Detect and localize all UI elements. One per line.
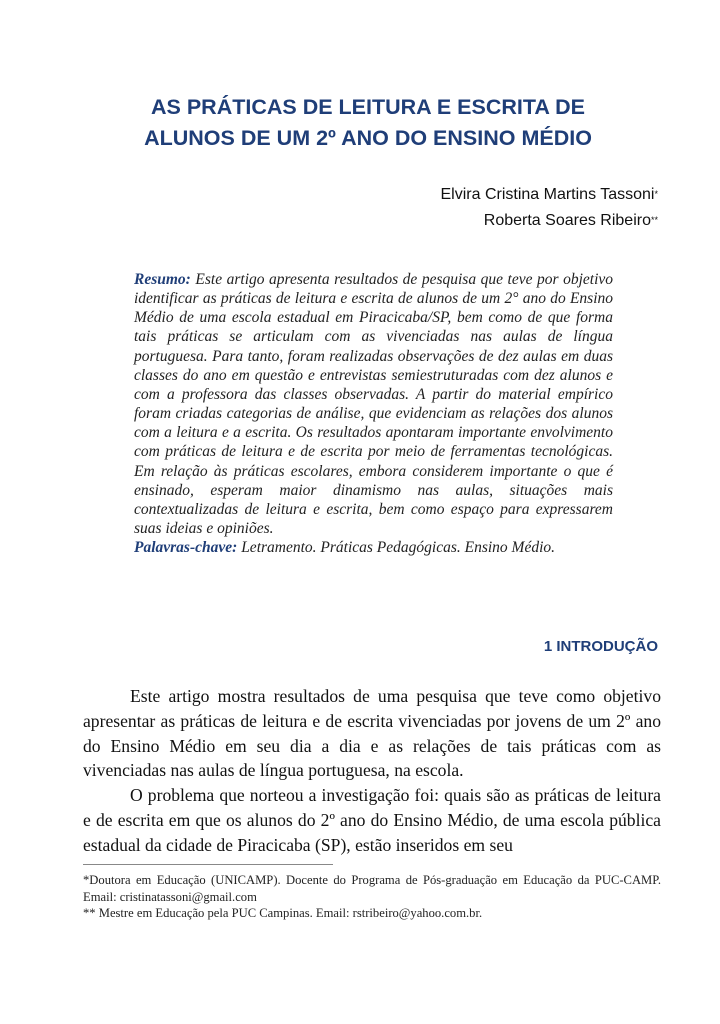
abstract-label: Resumo: — [134, 271, 191, 288]
author-footnote-mark: * — [654, 189, 658, 199]
abstract-body — [134, 270, 613, 538]
body-text — [83, 684, 661, 858]
abstract — [134, 270, 613, 557]
abstract-text: Este artigo apresenta resultados de pesquisa que teve por objetivo identificar as práticas de leitura e escrita de alunos de um 2° ano do Ensino Médio de uma escola estadual em Piracicaba/SP, bem como de que forma tais práticas se articulam com as vivenciadas nas aulas de língua portuguesa. Para tanto, foram realizadas observações de dez aulas em duas classes do ano em questão e entrevistas semiestruturadas com dez alunos e com a professora das classes observadas. A partir do material empírico foram criadas categorias de análise, que evidenciam as relações dos alunos com a leitura e a escrita. Os resultados apontaram importante envolvimento com práticas de leitura e de escrita por meio de ferramentas tecnológicas. Em relação às práticas escolares, embora considerem importante o que é ensinado, esperam maior dinamismo nas aulas, situações mais contextualizadas de leitura e escrita, bem como espaço para expressarem suas ideias e opiniões. — [134, 271, 613, 538]
title-line-2: ALUNOS DE UM 2º ANO DO ENSINO MÉDIO — [144, 126, 592, 150]
body-paragraph: Este artigo mostra resultados de uma pesquisa que teve como objetivo apresentar as práticas de leitura e de escrita vivenciadas por jovens de um 2º ano do Ensino Médio em seu dia a dia e as relações de tais práticas com as vivenciadas nas aulas de língua portuguesa, na escola. — [83, 686, 661, 781]
keywords-text: Letramento. Práticas Pedagógicas. Ensino Médio. — [241, 539, 556, 557]
footnote-2: ** Mestre em Educação pela PUC Campinas. Email: rstribeiro@yahoo.com.br. — [83, 906, 483, 920]
footnote-divider — [83, 864, 333, 865]
author-name: Elvira Cristina Martins Tassoni — [440, 186, 655, 203]
footnote-1: *Doutora em Educação (UNICAMP). Docente do Programa de Pós-graduação em Educação da PUC-CAMP. Email: cristinatassoni@gmail.com — [83, 873, 661, 904]
body-paragraph: O problema que norteou a investigação foi: quais são as práticas de leitura e de escrita em que os alunos do 2º ano do Ensino Médio, de uma escola pública estadual da cidade de Piracicaba (SP), estão inseridos em seu — [83, 785, 661, 855]
author-footnote-mark: ** — [650, 215, 658, 225]
author-1 — [440, 182, 658, 208]
title-line-1: AS PRÁTICAS DE LEITURA E ESCRITA DE — [150, 95, 585, 119]
section-heading: 1 INTRODUÇÃO — [543, 638, 658, 655]
author-list — [440, 182, 658, 234]
keywords-label: Palavras-chave: — [134, 539, 238, 557]
paper-title — [80, 92, 656, 154]
footnotes — [83, 872, 661, 922]
author-2 — [440, 208, 658, 234]
author-name: Roberta Soares Ribeiro — [483, 212, 651, 229]
keywords — [134, 538, 613, 557]
